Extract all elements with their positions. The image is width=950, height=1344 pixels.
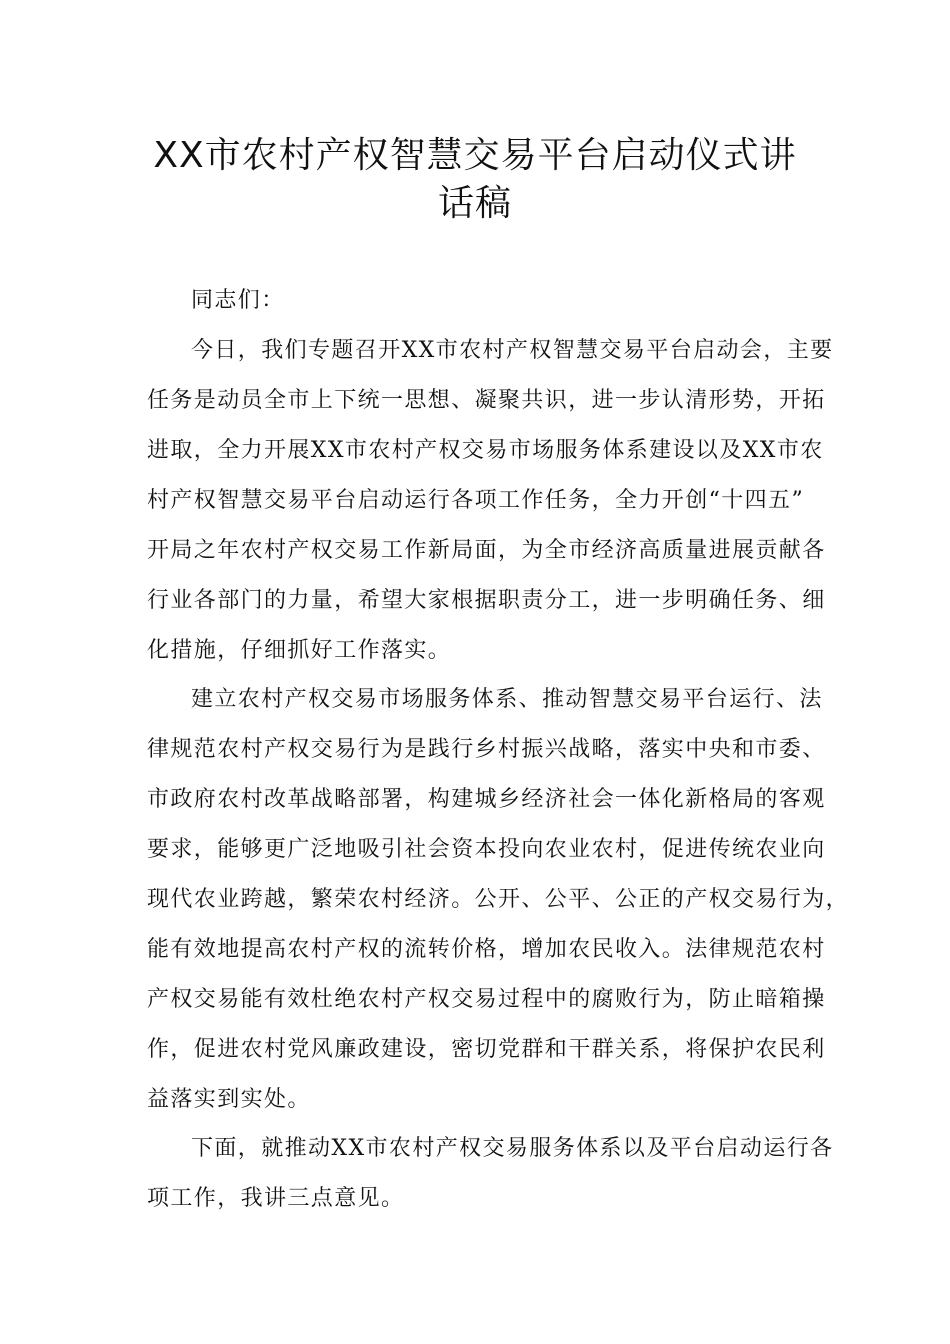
paragraph-line: 化措施，仔细抓好工作落实。: [147, 638, 452, 663]
paragraph-line: 能有效地提高农村产权的流转价格，增加农民收入。法律规范农村: [147, 937, 826, 962]
paragraph-line: 作，促进农村党风廉政建设，密切党群和干群关系，将保护农民利: [147, 1037, 826, 1062]
paragraph-line: 村产权智慧交易平台启动运行各项工作任务，全力开创“十四五”: [147, 488, 805, 513]
paragraph-line: 任务是动员全市上下统一思想、凝聚共识，进一步认清形势，开拓: [147, 388, 826, 413]
paragraph-line: 行业各部门的力量，希望大家根据职责分工，进一步明确任务、细: [147, 588, 826, 613]
paragraph-line: 项工作，我讲三点意见。: [147, 1186, 405, 1211]
paragraph-line: 现代农业跨越，繁荣农村经济。公开、公平、公正的产权交易行为，: [147, 887, 850, 912]
paragraph-line: 律规范农村产权交易行为是践行乡村振兴战略，落实中央和市委、: [147, 737, 826, 762]
paragraph-line: 今日，我们专题召开XX市农村产权智慧交易平台启动会，主要: [191, 338, 834, 363]
paragraph-line: 建立农村产权交易市场服务体系、推动智慧交易平台运行、法: [191, 687, 823, 712]
paragraph-line: 要求，能够更广泛地吸引社会资本投向农业农村，促进传统农业向: [147, 837, 826, 862]
paragraph-line: 益落实到实处。: [147, 1087, 311, 1112]
paragraph-line: 同志们：: [191, 288, 285, 313]
paragraph-line: 产权交易能有效杜绝农村产权交易过程中的腐败行为，防止暗箱操: [147, 987, 826, 1012]
paragraph-line: 进取，全力开展XX市农村产权交易市场服务体系建设以及XX市农: [147, 438, 824, 463]
paragraph-line: 市政府农村改革战略部署，构建城乡经济社会一体化新格局的客观: [147, 787, 826, 812]
document-title-line-1: XX市农村产权智慧交易平台启动仪式讲: [153, 135, 797, 176]
document-title-line-2: 话稿: [437, 183, 512, 224]
paragraph-line: 开局之年农村产权交易工作新局面，为全市经济高质量进展贡献各: [147, 538, 826, 563]
paragraph-line: 下面，就推动XX市农村产权交易服务体系以及平台启动运行各: [191, 1136, 834, 1161]
